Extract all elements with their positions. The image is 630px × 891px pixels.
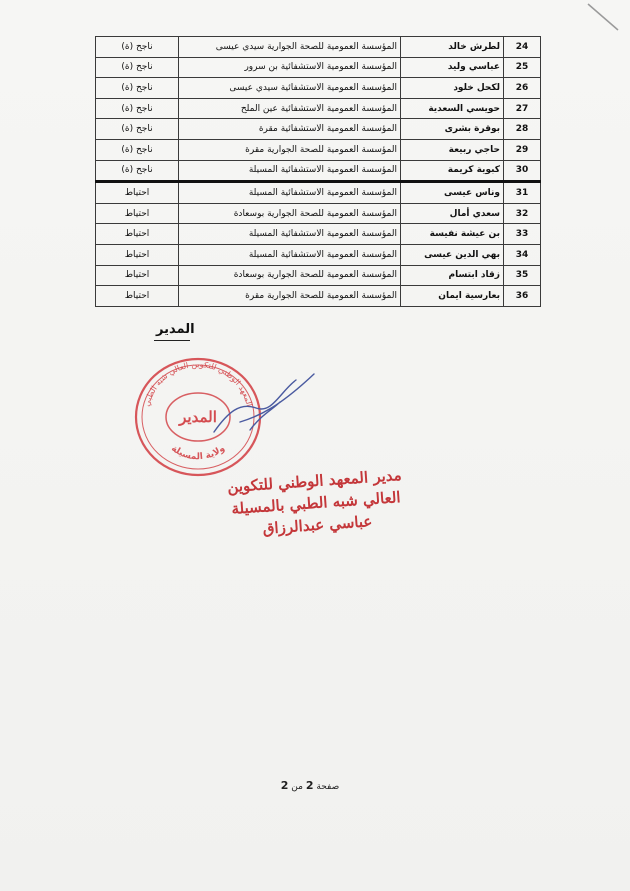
table-row xyxy=(96,139,541,160)
row-number: 30 xyxy=(504,160,541,182)
result-status: احتياط xyxy=(96,286,179,307)
candidate-name: بوقرة بشرى xyxy=(401,119,504,140)
result-status: ناجح (ة) xyxy=(96,37,179,58)
institution-name: المؤسسة العمومية الاستشفائية المسيلة xyxy=(179,160,401,182)
page-number-total: 2 xyxy=(280,779,289,792)
institution-name: المؤسسة العمومية للصحة الجوارية مقرة xyxy=(179,139,401,160)
institution-name: المؤسسة العمومية الاستشفائية سيدي عيسى xyxy=(179,78,401,99)
institution-name: المؤسسة العمومية الاستشفائية بن سرور xyxy=(179,57,401,78)
candidate-name: عباسي وليد xyxy=(401,57,504,78)
candidate-name: حاجي ربيعة xyxy=(401,139,504,160)
institution-name: المؤسسة العمومية للصحة الجوارية بوسعادة xyxy=(179,265,401,286)
table-row xyxy=(96,265,541,286)
institution-name: المؤسسة العمومية الاستشفائية مقرة xyxy=(179,119,401,140)
result-status: احتياط xyxy=(96,224,179,245)
table-row xyxy=(96,182,541,204)
signature-line-2: العالي شبه الطبي بالمسيلة xyxy=(230,488,402,518)
director-heading: المدير xyxy=(156,322,195,337)
row-number: 33 xyxy=(504,224,541,245)
candidate-name: زقاد ابتسام xyxy=(401,265,504,286)
candidate-name: وناس عيسى xyxy=(401,182,504,204)
page-number xyxy=(250,779,370,792)
page-number-current: 2 xyxy=(305,779,314,792)
results-table xyxy=(95,36,541,307)
signature-line-1: مدير المعهد الوطني للتكوين xyxy=(226,465,403,497)
result-status: ناجح (ة) xyxy=(96,98,179,119)
row-number: 25 xyxy=(504,57,541,78)
stamp-ring-text: المعهد الوطني للتكوين العالي شبه الطبي xyxy=(142,359,254,408)
result-status: ناجح (ة) xyxy=(96,78,179,99)
stamp-bottom-text: ولاية المسيلة xyxy=(169,443,227,463)
institution-name: المؤسسة العمومية الاستشفائية المسيلة xyxy=(179,224,401,245)
result-status: ناجح (ة) xyxy=(96,139,179,160)
table-row xyxy=(96,119,541,140)
result-status: احتياط xyxy=(96,203,179,224)
row-number: 35 xyxy=(504,265,541,286)
institution-name: المؤسسة العمومية الاستشفائية المسيلة xyxy=(179,244,401,265)
row-number: 28 xyxy=(504,119,541,140)
page-number-prefix: صفحة xyxy=(316,782,340,792)
table-row xyxy=(96,57,541,78)
page-number-separator: من xyxy=(291,782,303,792)
candidate-name: كبوية كريمة xyxy=(401,160,504,182)
institution-name: المؤسسة العمومية الاستشفائية عين الملح xyxy=(179,98,401,119)
row-number: 27 xyxy=(504,98,541,119)
row-number: 31 xyxy=(504,182,541,204)
candidate-name: سعدي أمال xyxy=(401,203,504,224)
institution-name: المؤسسة العمومية للصحة الجوارية سيدي عيسى xyxy=(179,37,401,58)
institution-name: المؤسسة العمومية للصحة الجوارية مقرة xyxy=(179,286,401,307)
institution-name: المؤسسة العمومية للصحة الجوارية بوسعادة xyxy=(179,203,401,224)
row-number: 26 xyxy=(504,78,541,99)
candidate-name: حويسي السعدية xyxy=(401,98,504,119)
candidate-name: لطرش خالد xyxy=(401,37,504,58)
stamp-center-text: المدير xyxy=(179,408,217,426)
institution-name: المؤسسة العمومية الاستشفائية المسيلة xyxy=(179,182,401,204)
table-row xyxy=(96,37,541,58)
table-row xyxy=(96,78,541,99)
row-number: 36 xyxy=(504,286,541,307)
candidate-name: بعارسية ايمان xyxy=(401,286,504,307)
row-number: 32 xyxy=(504,203,541,224)
page-fold-mark xyxy=(570,0,630,60)
director-underline xyxy=(154,340,190,341)
result-status: احتياط xyxy=(96,265,179,286)
handwritten-signature xyxy=(210,372,320,442)
signature-line-3: عباسي عبدالرزاق xyxy=(262,512,373,538)
table-row xyxy=(96,224,541,245)
row-number: 24 xyxy=(504,37,541,58)
result-status: ناجح (ة) xyxy=(96,119,179,140)
table-row xyxy=(96,286,541,307)
result-status: ناجح (ة) xyxy=(96,160,179,182)
candidate-name: بن عيشة نفيسة xyxy=(401,224,504,245)
candidate-name: بهي الدين عيسى xyxy=(401,244,504,265)
result-status: احتياط xyxy=(96,182,179,204)
result-status: ناجح (ة) xyxy=(96,57,179,78)
row-number: 34 xyxy=(504,244,541,265)
table-row xyxy=(96,98,541,119)
table-row xyxy=(96,203,541,224)
candidate-name: لكحل خلود xyxy=(401,78,504,99)
table-row xyxy=(96,160,541,182)
table-row xyxy=(96,244,541,265)
row-number: 29 xyxy=(504,139,541,160)
results-table-body xyxy=(96,37,541,307)
result-status: احتياط xyxy=(96,244,179,265)
